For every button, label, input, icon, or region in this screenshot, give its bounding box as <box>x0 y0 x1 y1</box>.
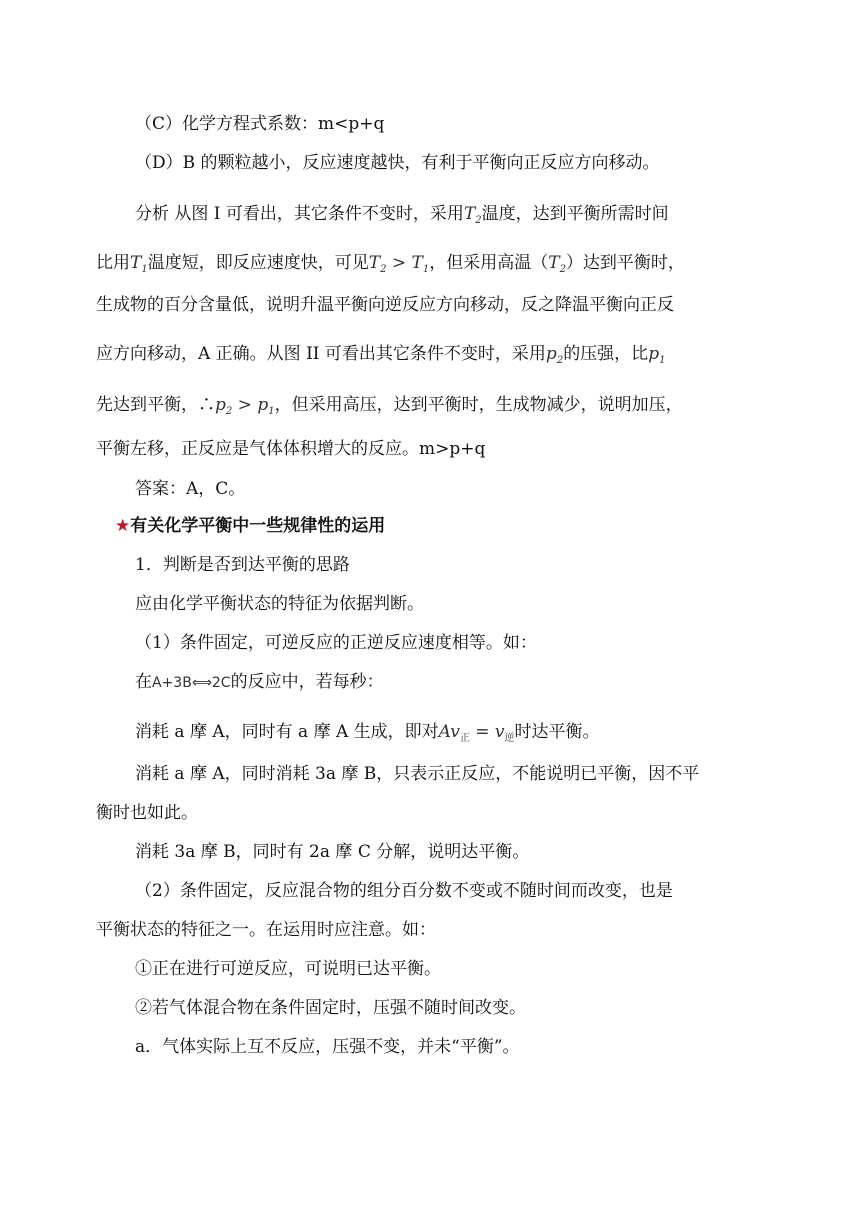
point-2: ②若气体混合物在条件固定时，压强不随时间改变。 <box>135 998 526 1018</box>
rate-equation: $Av_正 = v_逆$ <box>438 722 515 744</box>
analysis-line-3: 生成物的百分含量低，说明升温平衡向逆反应方向移动，反之降温平衡向正反 <box>96 295 674 315</box>
reaction-equation: A+3B⟺2C <box>152 675 231 691</box>
point-1: ①正在进行可逆反应，可说明已达平衡。 <box>135 959 441 979</box>
analysis-line-5: 先达到平衡，$\therefore p_2 > p_1$，但采用高压，达到平衡时，生成物减少，说明加压， <box>96 395 683 417</box>
condition-1: （1）条件固定，可逆反应的正逆反应速度相等。如： <box>135 633 537 653</box>
condition-2b: 平衡状态的特征之一。在运用时应注意。如： <box>96 920 436 940</box>
statement-2a: 消耗 a 摩 A，同时消耗 3a 摩 B，只表示正反应，不能说明已平衡，因不平 <box>135 764 700 784</box>
answer-line: 答案：A，C。 <box>135 479 246 499</box>
statement-3: 消耗 3a 摩 B，同时有 2a 摩 C 分解，说明达平衡。 <box>135 842 530 862</box>
option-d: （D）B 的颗粒越小，反应速度越快，有利于平衡向正反应方向移动。 <box>135 153 660 173</box>
p2-gt-p1-inequality: $p_2 > p_1$ <box>215 395 275 417</box>
analysis-line-6: 平衡左移，正反应是气体体积增大的反应。m>p+q <box>96 439 486 459</box>
condition-2a: （2）条件固定，反应混合物的组分百分数不变或不随时间而改变，也是 <box>135 881 673 901</box>
p1-symbol: $p_1$ <box>648 344 666 366</box>
p2-symbol: $p_2$ <box>545 344 564 366</box>
t2-symbol: $T_2$ <box>463 204 482 226</box>
analysis-line-2: 比用$T_1$温度短，即反应速度快，可见$T_2 > T_1$，但采用高温$(T_2)$达到平衡时， <box>96 253 685 275</box>
basis-line: 应由化学平衡状态的特征为依据判断。 <box>135 594 424 614</box>
t2-symbol: $T_2$ <box>548 253 566 275</box>
analysis-line-4: 应方向移动，A 正确。从图 II 可看出其它条件不变时，采用$p_2$的压强，比$p_1$ <box>96 344 666 366</box>
reaction-line: 在A+3B⟺2C的反应中，若每秒： <box>135 672 384 692</box>
section-heading <box>115 515 385 537</box>
analysis-line-1: 分析 从图 I 可看出，其它条件不变时，采用$T_2$温度，达到平衡所需时间 <box>135 204 669 226</box>
t1-symbol: $T_1$ <box>130 253 148 275</box>
statement-2b: 衡时也如此。 <box>96 803 198 823</box>
item-1-title: 1．判断是否到达平衡的思路 <box>135 555 350 575</box>
t2-gt-t1-inequality: $T_2 > T_1$ <box>368 253 430 275</box>
option-c: （C）化学方程式系数：m<p+q <box>135 114 385 134</box>
point-a: a．气体实际上互不反应，压强不变，并未“平衡”。 <box>135 1037 520 1057</box>
section-title: 有关化学平衡中一些规律性的运用 <box>130 516 386 536</box>
therefore-symbol: ∴ <box>198 395 215 415</box>
statement-1: 消耗 a 摩 A，同时有 a 摩 A 生成，即对$Av_正 = v_逆$时达平衡。 <box>135 722 600 744</box>
star-icon: ★ <box>115 516 131 536</box>
